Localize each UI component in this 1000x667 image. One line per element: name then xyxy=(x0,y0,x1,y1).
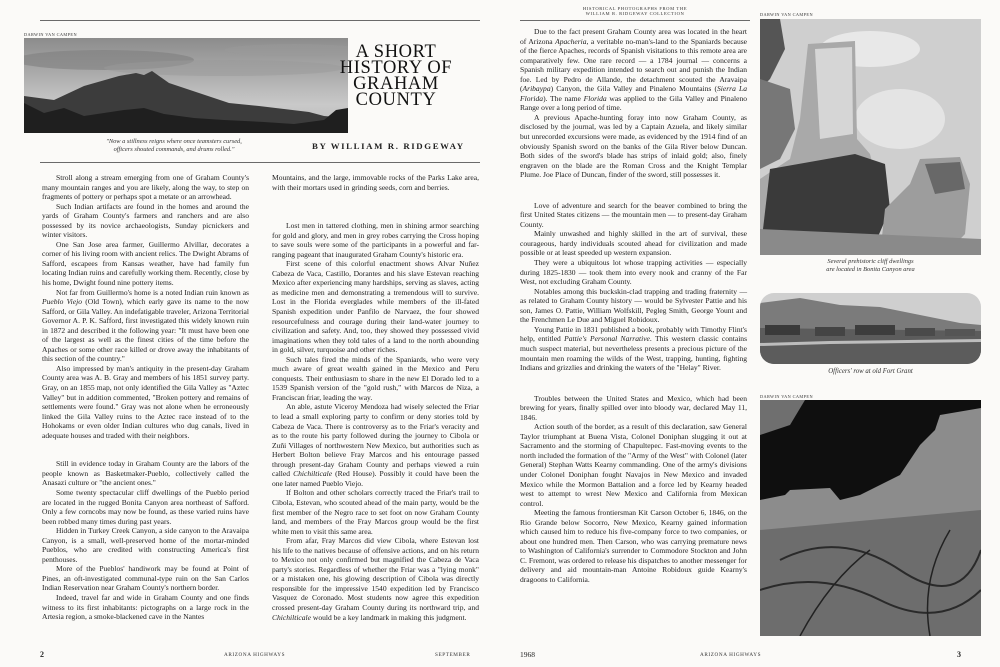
paragraph: Such tales fired the minds of the Spaniards, who were very much aware of great wealth gained in the Mexico and Peru conquests. Their enthusiasm to share in the new El Dorado led to a 1539 Spanish version of the "gold rush," with Marcos de Niza, a Franciscan friar, leading the way. xyxy=(272,354,479,402)
column-3-section-1 xyxy=(520,27,747,180)
paragraph: Meeting the famous frontiersman Kit Carson October 6, 1846, on the Rio Grande below Socorro, New Mexico, Kearny gained information which caused him to reduce his five-company force to two companies, or about one hundred men. Then Carson, who was carrying premature news to Washington of California's surrender to Commodore Stockton and John C. Fremont, was ordered to release his dispatches to another messenger for delivery and aid mountain-man Antoine Robidoux guide Kearny's dragoons to California. xyxy=(520,508,747,584)
caption-line: "Now a stillness reigns where once teamsters cursed, xyxy=(106,138,242,145)
column-1 xyxy=(42,173,249,622)
page-number-left: 2 xyxy=(40,650,44,659)
mountain-photo-caption xyxy=(84,138,264,154)
section-gap xyxy=(520,180,747,201)
title-line-1: A SHORT xyxy=(355,42,437,62)
paragraph: Hidden in Turkey Creek Canyon, a side canyon to the Aravaipa Canyon, is a small, well-preserved home of the mortar-minded Pueblos, who are credited with constructing America's first penthouses. xyxy=(42,526,249,564)
caption-line: are located in Bonita Canyon area xyxy=(826,266,915,273)
cliff-dwelling-image xyxy=(760,19,981,255)
column-3-section-2 xyxy=(520,201,747,373)
italic-term: Chichilticale xyxy=(272,612,311,622)
article-title xyxy=(318,44,474,108)
paragraph: Notables among this buckskin-clad trapping and trading fraternity — as related to Graham County history — would be Sylvester Pattie and his son, James O. Pattie, William Wolfskill, Pegleg Smith, George Yount and the Frenchmen Le Due and Miguel Robidoux. xyxy=(520,286,747,325)
paragraph: Indeed, travel far and wide in Graham County and one finds witness to its first inhabitants: pictographs on a large rock in the Artesia region, a smoke-blackened cave in the Nantes xyxy=(42,592,249,622)
column-1-section-1 xyxy=(42,173,249,440)
paragraph: Mainly unwashed and highly skilled in the art of survival, these courageous, hardy individuals scouted ahead for civilization and made possible or at least speeded up western expansion. xyxy=(520,229,747,258)
mountain-silhouette-image xyxy=(24,38,348,133)
column-3-section-3 xyxy=(520,394,747,585)
paragraph: Lost men in tattered clothing, men in shining armor searching for gold and glory, and men in grey robes carrying the Cross hoping to save souls were some of the participants in a powerful and far-ranging pageant that inaugurated Graham County's historic era. xyxy=(272,221,479,259)
section-gap xyxy=(520,373,747,394)
section-gap xyxy=(272,192,479,221)
footer-magazine-left: ARIZONA HIGHWAYS xyxy=(224,652,286,658)
byline: BY WILLIAM R. RIDGEWAY xyxy=(312,141,465,151)
italic-term: Sierra La Florida xyxy=(520,84,747,103)
top-rule-right xyxy=(520,20,750,21)
paragraph: Some twenty spectacular cliff dwellings of the Pueblo period are located in the rugged Bonita Canyon area northeast of Safford. Only a few corncobs may now be found, as these varied ruins have been robbed many times during past years. xyxy=(42,487,249,526)
paragraph: One San Jose area farmer, Guillermo Alvillar, decorates a corner of his living room with ancient relics. The Dwight Abrams of Safford, escapees from Kansas weather, have had family fun locating Indian ruins and carefully working them. Recently, close by his home, Dwight found nine pottery items. xyxy=(42,239,249,288)
column-2 xyxy=(272,173,479,622)
italic-term: Florida xyxy=(583,93,607,103)
top-rule-left xyxy=(40,20,480,21)
paragraph: First scene of this colorful enactment shows Alvar Nuñez Cabeza de Vaca, Castillo, Dorantes and his slave Estevan reaching Mexico after experiencing many hardships, serving as slaves, acting as medicine men and demonstrating a tremendous will to survive. Lost in the Florida everglades while members of the ill-fated Spanish expedition under Panfilo de Narvaez, the four showed resourcefulness and courage during their land-water journey to civilization and safety. And, too, they showed they possessed vivid imaginations when they told tales of a land to the north abounding in gold, silver, turquoise and other riches. xyxy=(272,259,479,355)
collection-note-line: WILLIAM R. RIDGEWAY COLLECTION xyxy=(585,11,685,17)
collection-note xyxy=(520,6,750,16)
mountain-photo xyxy=(24,38,348,133)
paragraph: Not far from Guillermo's home is a noted Indian ruin known as Pueblo Viejo (Old Town), which early gave its name to the now Safford, or Gila Valley. An indefatigable traveler, Arizona Territorial Governor A. P. K. Safford, first investigated this widely known ruin in 1872 and described it the following year: "It must have been one of the largest as well as the finest cities of the time before the Apaches or some other race killed or drove away the inhabitants of this section of the country." xyxy=(42,287,249,364)
footer-year: 1968 xyxy=(520,650,535,659)
footer-magazine-right: ARIZONA HIGHWAYS xyxy=(700,652,762,658)
ruin-photo xyxy=(760,400,981,636)
column-1-section-2 xyxy=(42,459,249,621)
photo-credit: DARWIN VAN CAMPEN xyxy=(760,12,813,17)
paragraph: An able, astute Viceroy Mendoza had wisely selected the Friar to lead a small exploring party to confirm or deny stories told by Cabeza de Vaca. There is controversy as to the Friar's veracity and as to the route his party followed during the journey to Cibola or Zuñi Villages of northwestern New Mexico, but authorities such as Herbert Bolton believe Fray Marcos and his entourage passed through present-day Graham County and perhaps viewed a ruin called Chichilticale (Red House). Possibly it could have been the one later named Pueblo Viejo. xyxy=(272,402,479,488)
collection-note-line: HISTORICAL PHOTOGRAPHS FROM THE xyxy=(582,6,688,11)
title-line-3: GRAHAM COUNTY xyxy=(353,74,439,110)
paragraph: Due to the fact present Graham County area was located in the heart of Arizona Apacheria, a veritable no-man's-land to the Spaniards because of the fierce Apaches, records of Spanish visitations to this remote area are comparatively few. One rare record — a 1784 journal — concerns a Spanish military expedition intended to search out and punish the Indian foe. Led by Pedro de Allande, the detachment scouted the Aravaipa (Aribaypa) Canyon, the Gila Valley and Pinaleno Mountains (Sierra La Florida). The name Florida was applied to the Gila Valley and Pinaleno Range over a long period of time. xyxy=(520,27,748,113)
paragraph: Action south of the border, as a result of this declaration, saw General Taylor triumphant at Buena Vista, Colonel Doniphan slugging it out at Sacramento and the storming of Chapultepec. Fast-moving events to the north included the formation of the "Army of the West" with Colonel (later General) Stephan Watts Kearny commanding. One of the army's divisions under Colonel Doniphan fought Navajos in New Mexico and invaded Mexico while the Mormon Battalion and a force led by Kearny headed west to attempt to wrest New Mexico and California from Mexican control. xyxy=(520,422,747,508)
paragraph: Love of adventure and search for the beaver combined to bring the first United States citizens — the mountain men — to present-day Graham County. xyxy=(520,200,747,229)
column-2-section xyxy=(272,221,479,622)
italic-term: Aribaypa xyxy=(522,84,551,94)
cliff-dwelling-caption xyxy=(760,258,981,274)
footer-month: SEPTEMBER xyxy=(435,652,471,658)
paragraph: If Bolton and other scholars correctly traced the Friar's trail to Cibola, Estevan, who scouted ahead of the main party, would be the first member of the Negro race to set foot on now Graham County land, and members of the Fray Marcos group would be the first white men to visit this same area. xyxy=(272,488,479,536)
italic-term: Pattie's Personal Narrative xyxy=(564,334,650,344)
paragraph: Such Indian artifacts are found in the homes and around the yards of Graham County's farmers and ranchers and are also possessed by its novice archaeologists, Sunday picnickers and winter visitors. xyxy=(42,201,249,240)
paragraph: More of the Pueblos' handiwork may be found at Point of Pines, an oft-investigated communal-type ruin on the San Carlos Indian Reservation near Graham County's northern border. xyxy=(42,564,249,593)
title-line-2: HISTORY OF xyxy=(339,58,453,78)
paragraph: Troubles between the United States and Mexico, which had been brewing for years, finally spilled over into bloody war, declared May 11, 1846. xyxy=(520,393,747,422)
canyon-ruin-image xyxy=(760,400,981,636)
italic-term: Apacheria xyxy=(555,36,587,46)
photo-credit: DARWIN VAN CAMPEN xyxy=(24,32,77,37)
cliff-dwelling-photo xyxy=(760,19,981,255)
fort-grant-image xyxy=(760,293,981,364)
paragraph: A previous Apache-hunting foray into now Graham County, as disclosed by the journal, was led by a Captain Azuela, and likely similar but unrecorded excursions were made, as evidenced by the 1914 find of an obviously Spanish sword on the banks of the Gila River below Duncan. Both sides of the sword's blade has strips of inlaid gold; also, finely engraven on the blade are the Roman Cross and the Knight Templar Plume. Joe Place of Duncan, finder of the sword, still possesses it. xyxy=(520,112,747,180)
paragraph: Still in evidence today in Graham County are the labors of the people known as Basketmaker-Pueblo, collectively called the Anasazi culture or "the ancient ones." xyxy=(42,459,249,488)
paragraph: Also impressed by man's antiquity in the present-day Graham County area was A. B. Gray and members of his 1851 survey party. Gray, on an 1855 map, not only identified the Gila Valley as "Aztec Valley" but in addition commented, "Broken pottery and remains of settlements were found." Gray was not alone when he erroneously linked the Gila Valley ruins to the Aztec race instead of to the Hohokams or even older Indian cultures who dug canals, lived in adequate houses and traded with their neighbors. xyxy=(42,363,249,440)
header-bottom-rule xyxy=(40,162,480,163)
caption-line: Several prehistoric cliff dwellings xyxy=(827,258,914,265)
fort-grant-caption: Officers' row at old Fort Grant xyxy=(828,368,913,375)
fort-grant-photo xyxy=(760,293,981,364)
paragraph: Mountains, and the large, immovable rocks of the Parks Lake area, with their mortars used in grinding seeds, corn and berries. xyxy=(272,173,479,192)
caption-line: officers shouted commands, and drums rolled." xyxy=(113,146,235,153)
paragraph: Young Pattie in 1831 published a book, probably with Timothy Flint's help, entitled Pattie's Personal Narrative. This western classic contains much suspect material, but nevertheless presents a precious picture of the mountain men roaming the wilds of the West, trapping, hunting, fighting Indians and grizzlies and drinking the waters of the "Helay" River. xyxy=(520,324,748,373)
page-number-right: 3 xyxy=(957,650,961,659)
photo-credit: DARWIN VAN CAMPEN xyxy=(760,394,813,399)
paragraph: From afar, Fray Marcos did view Cibola, where Estevan lost his life to the natives because of offensive actions, and on his return to Mexico not only confirmed but magnified the Cabeza de Vaca party's stories. Regardless of whether the Friar was a "lying monk" or a mistaken one, his glowing description of Cibola was directly responsible for the impressive 1540 expedition led by Francisco Vasquez de Coronado. Most students now agree this expedition crossed present-day Graham County during its northward trip, and Chichilticale would be a key landmark in making this judgment. xyxy=(272,536,479,622)
paragraph: Stroll along a stream emerging from one of Graham County's many mountain ranges and you are likely, along the way, to step on fragments of pottery or perhaps spot a metate or an arrowhead. xyxy=(42,173,249,202)
paragraph: They were a ubiquitous lot whose trapping activities — especially during 1825-1830 — took them into every nook and cranny of the Far West, not excluding Graham County. xyxy=(520,258,747,287)
italic-term: Pueblo Viejo xyxy=(42,297,82,307)
column-3 xyxy=(520,27,747,585)
section-gap xyxy=(42,440,249,459)
italic-term: Chichilticale xyxy=(293,469,333,479)
